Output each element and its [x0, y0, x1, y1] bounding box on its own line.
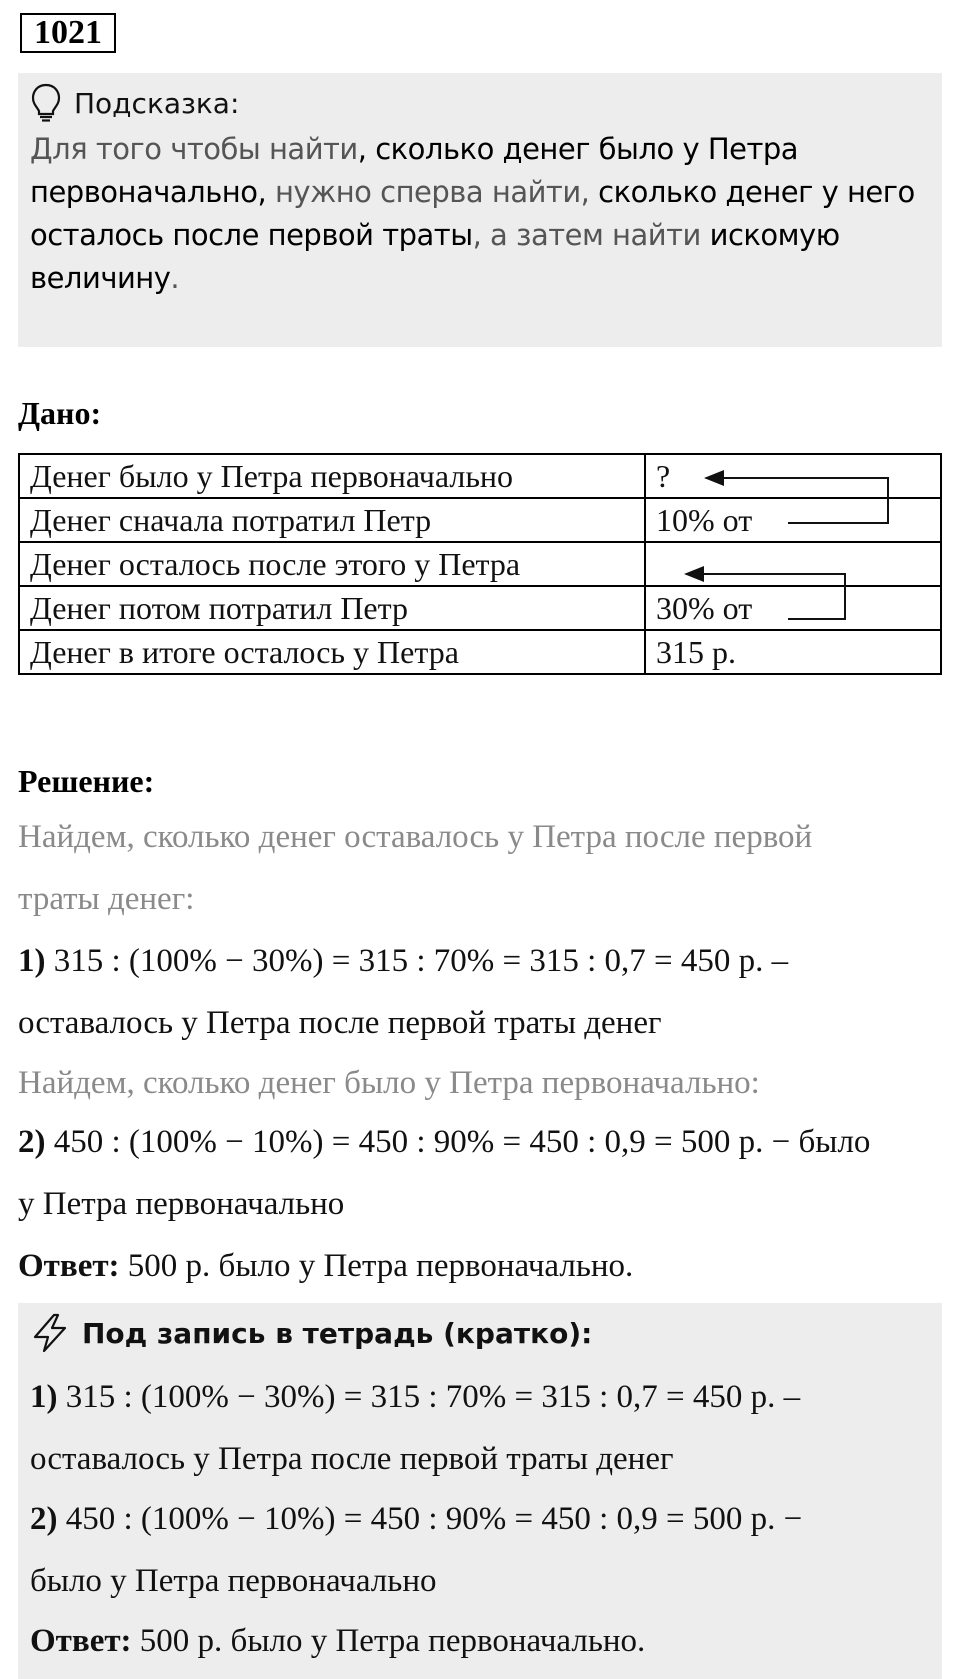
- solution-heading: Решение:: [18, 763, 155, 799]
- hint-segment: Для того чтобы найти: [30, 132, 358, 166]
- given-heading: Дано:: [18, 395, 102, 431]
- solution-intro-1: Найдем, сколько денег оставалось у Петра после первой: [18, 819, 813, 855]
- answer-label: Ответ:: [18, 1248, 120, 1284]
- given-value: [645, 542, 941, 586]
- given-row: [19, 498, 941, 542]
- hint-emphasis: искомую величину: [30, 218, 840, 295]
- hint-segment: .: [170, 261, 180, 295]
- given-row: [19, 454, 941, 498]
- nb-step-1-expression: 315 : (100% − 30%) = 315 : 70% = 315 : 0,7 = 450 р. –: [57, 1379, 801, 1415]
- notebook-title: Под запись в тетрадь (кратко):: [82, 1316, 593, 1350]
- hint-segment: нужно сперва найти,: [266, 175, 599, 209]
- given-label: Денег потом потратил Петр: [19, 586, 645, 630]
- solution-step-2: [18, 1124, 948, 1161]
- solution-answer: [18, 1248, 948, 1285]
- given-label: Денег было у Петра первоначально: [19, 454, 645, 498]
- solution-intro-2: траты денег:: [18, 881, 195, 917]
- notebook-answer: [30, 1623, 940, 1660]
- hint-header: [30, 80, 239, 126]
- step-1-number: 1): [18, 943, 46, 979]
- given-label: Денег сначала потратил Петр: [19, 498, 645, 542]
- solution-intro-3: Найдем, сколько денег было у Петра первоначально:: [18, 1065, 760, 1101]
- notebook-step-1-tail: оставалось у Петра после первой траты денег: [30, 1441, 674, 1477]
- given-value: 10% от: [645, 498, 941, 542]
- given-table: [18, 453, 942, 675]
- notebook-step-2: [30, 1501, 940, 1538]
- given-row: [19, 630, 941, 674]
- task-number: 1021: [20, 13, 116, 53]
- given-row: [19, 542, 941, 586]
- step-2-number: 2): [18, 1124, 46, 1160]
- solution-step-1-tail: оставалось у Петра после первой траты денег: [18, 1005, 662, 1041]
- given-label: Денег в итоге осталось у Петра: [19, 630, 645, 674]
- step-1-expression: 315 : (100% − 30%) = 315 : 70% = 315 : 0,7 = 450 р. –: [45, 943, 789, 979]
- hint-text: [30, 128, 920, 300]
- solution-step-1: [18, 943, 948, 980]
- nb-step-2-number: 2): [30, 1501, 58, 1537]
- given-value: 30% от: [645, 586, 941, 630]
- nb-step-1-number: 1): [30, 1379, 58, 1415]
- hint-emphasis: сколько денег у него осталось после первой траты: [30, 175, 915, 252]
- hint-segment: , а затем найти: [472, 218, 710, 252]
- nb-answer-label: Ответ:: [30, 1623, 132, 1659]
- lightbulb-icon: [30, 83, 62, 123]
- notebook-header: [30, 1310, 592, 1356]
- hint-emphasis: , сколько денег было у Петра первоначально,: [30, 132, 799, 209]
- notebook-step-2-tail: было у Петра первоначально: [30, 1563, 437, 1599]
- given-value: 315 р.: [645, 630, 941, 674]
- given-row: [19, 586, 941, 630]
- hint-title: Подсказка:: [74, 86, 240, 120]
- given-value: ?: [645, 454, 941, 498]
- step-2-expression: 450 : (100% − 10%) = 450 : 90% = 450 : 0,9 = 500 р. − было: [45, 1124, 871, 1160]
- notebook-step-1: [30, 1379, 940, 1416]
- lightning-icon: [30, 1313, 70, 1353]
- solution-step-2-tail: у Петра первоначально: [18, 1186, 345, 1222]
- nb-step-2-expression: 450 : (100% − 10%) = 450 : 90% = 450 : 0,9 = 500 р. −: [57, 1501, 803, 1537]
- given-label: Денег осталось после этого у Петра: [19, 542, 645, 586]
- nb-answer-text: 500 р. было у Петра первоначально.: [131, 1623, 646, 1659]
- answer-text: 500 р. было у Петра первоначально.: [119, 1248, 634, 1284]
